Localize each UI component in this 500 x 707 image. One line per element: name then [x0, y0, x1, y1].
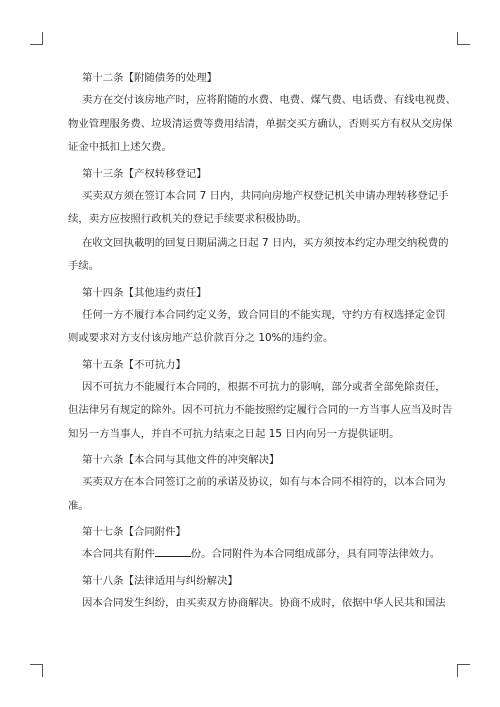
text-line: 续，卖方应按照行政机关的登记手续要求积极协助。 [68, 213, 307, 225]
crop-mark-bottom-left [30, 664, 43, 677]
crop-mark-top-left [30, 32, 43, 45]
text-line: 因不可抗力不能履行本合同的，根据不可抗力的影响，部分或者全部免除责任， [82, 380, 446, 393]
section-12-paragraph-1 [68, 89, 457, 160]
crop-mark-bottom-right [457, 664, 470, 677]
section-14-paragraph-1 [68, 304, 446, 351]
text-line: 买卖双方在本合同签订之前的承诺及协议，如有与本合同不相符的，以本合同为 [82, 476, 446, 488]
section-heading-13: 第十三条【产权转移登记】 [82, 167, 207, 180]
section-heading-12: 第十二条【附随债务的处理】 [82, 72, 218, 84]
section-heading-15: 第十五条【不可抗力】 [82, 358, 186, 371]
attachment-text-before: 本合同共有附件 [82, 548, 155, 560]
text-line: 因本合同发生纠纷，由买卖双方协商解决。协商不成时，依据中华人民共和国法 [82, 596, 446, 609]
section-16-paragraph-1 [68, 471, 446, 518]
section-heading-17: 第十七条【合同附件】 [82, 526, 186, 538]
text-line: 卖方在交付该房地产时，应将附随的水费、电费、煤气费、电话费、有线电视费、 [82, 94, 457, 106]
text-line: 买卖双方须在签订本合同 7 日内，共同向房地产权登记机关申请办理转移登记手 [82, 189, 449, 202]
attachment-line [82, 543, 442, 567]
contract-body [68, 64, 457, 615]
text-line: 手续。 [68, 260, 100, 272]
text-line: 则或要求对方支付该房地产总价款百分之 10%的违约金。 [68, 332, 334, 344]
section-heading-14: 第十四条【其他违约责任】 [82, 286, 207, 299]
text-line: 任何一方不履行本合同约定义务，致合同目的不能实现，守约方有权选择定金罚 [82, 308, 446, 321]
section-13-paragraph-2 [68, 232, 449, 279]
section-13-paragraph-1 [68, 185, 449, 232]
crop-mark-top-right [457, 32, 470, 45]
section-15-paragraph-1 [68, 376, 453, 447]
attachment-count-blank [155, 545, 191, 557]
section-18-paragraph-1 [82, 592, 446, 616]
text-line: 但法律另有规定的除外。因不可抗力不能按照约定履行合同的一方当事人应当及时告 [68, 404, 453, 416]
text-line: 准。 [68, 499, 89, 512]
attachment-text-after: 份。合同附件为本合同组成部分，具有同等法律效力。 [190, 548, 441, 560]
text-line: 物业管理服务费、垃圾清运费等费用结清，单据交买方确认，否则买方有权从交房保 [68, 117, 453, 130]
text-line: 知另一方当事人，并自不可抗力结束之日起 15 日内向另一方提供证明。 [68, 427, 400, 440]
section-heading-18: 第十八条【法律适用与纠纷解决】 [82, 574, 238, 587]
section-17-paragraph-1 [82, 543, 442, 567]
text-line: 证金中抵扣上述欠费。 [68, 141, 172, 153]
text-line: 在收文回执載明的回复日期届满之日起 7 日内，买方须按本约定办理交纳税费的 [82, 236, 449, 249]
section-heading-16: 第十六条【本合同与其他文件的冲突解决】 [82, 454, 280, 466]
